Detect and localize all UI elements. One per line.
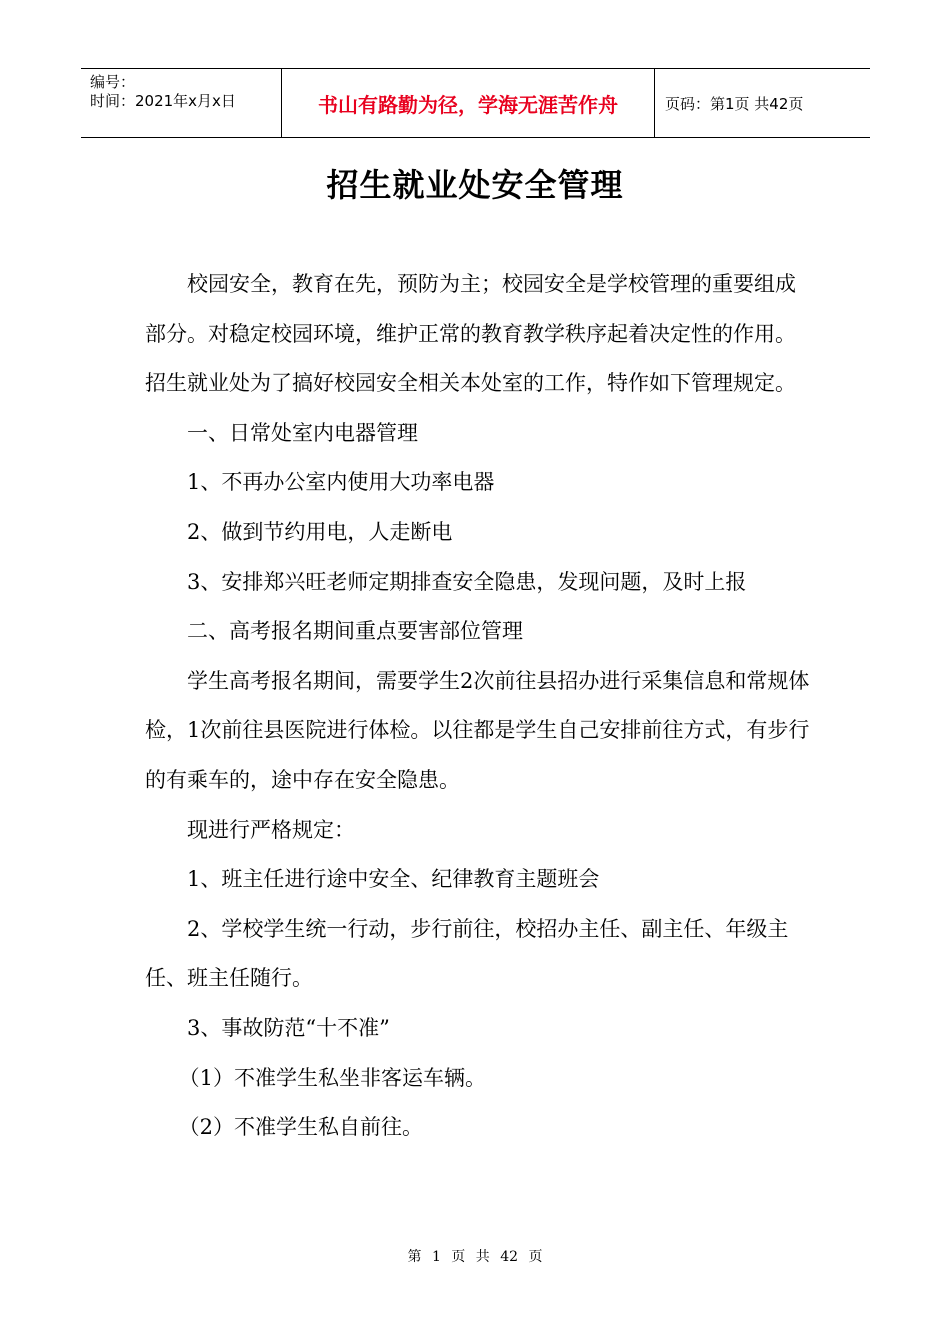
header-table <box>81 68 870 138</box>
header-page-cell <box>655 69 870 137</box>
list-item: 1、不再办公室内使用大功率电器 <box>187 470 495 495</box>
document-date-label: 时间：2021年x月x日 <box>90 92 236 110</box>
section-heading-2: 二、高考报名期间重点要害部位管理 <box>187 619 523 644</box>
page-footer: 第 1 页 共 42 页 <box>407 1249 543 1265</box>
header-page-info: 页码：第1页 共42页 <box>665 94 804 113</box>
document-title: 招生就业处安全管理 <box>326 166 624 204</box>
body-paragraph: 学生高考报名期间，需要学生2次前往县招办进行采集信息和常规体检，1次前往县医院进行体检。以往都是学生自己安排前往方式，有步行的有乘车的，途中存在安全隐患。 <box>145 668 810 792</box>
document-number-label: 编号： <box>90 73 136 91</box>
header-meta-cell <box>81 69 282 137</box>
list-item: 3、安排郑兴旺老师定期排查安全隐患，发现问题，及时上报 <box>187 569 747 594</box>
body-paragraph: 现进行严格规定： <box>187 817 355 842</box>
list-item: 3、事故防范“十不准” <box>187 1015 390 1040</box>
section-heading-1: 一、日常处室内电器管理 <box>187 420 418 445</box>
sub-list-item: （1）不准学生私坐非客运车辆。 <box>178 1065 486 1090</box>
list-item: 2、做到节约用电，人走断电 <box>187 519 453 544</box>
list-item: 2、学校学生统一行动，步行前往，校招办主任、副主任、年级主任、班主任随行。 <box>145 916 789 991</box>
header-motto-cell <box>282 69 655 137</box>
header-motto: 书山有路勤为径，学海无涯苦作舟 <box>318 92 618 117</box>
list-item: 1、班主任进行途中安全、纪律教育主题班会 <box>187 867 600 892</box>
document-body <box>145 260 810 1153</box>
sub-list-item: （2）不准学生私自前往。 <box>178 1115 423 1140</box>
body-paragraph-intro: 校园安全，教育在先，预防为主；校园安全是学校管理的重要组成部分。对稳定校园环境，维护正常的教育教学秩序起着决定性的作用。招生就业处为了搞好校园安全相关本处室的工作，特作如下管理规定。 <box>145 272 796 396</box>
